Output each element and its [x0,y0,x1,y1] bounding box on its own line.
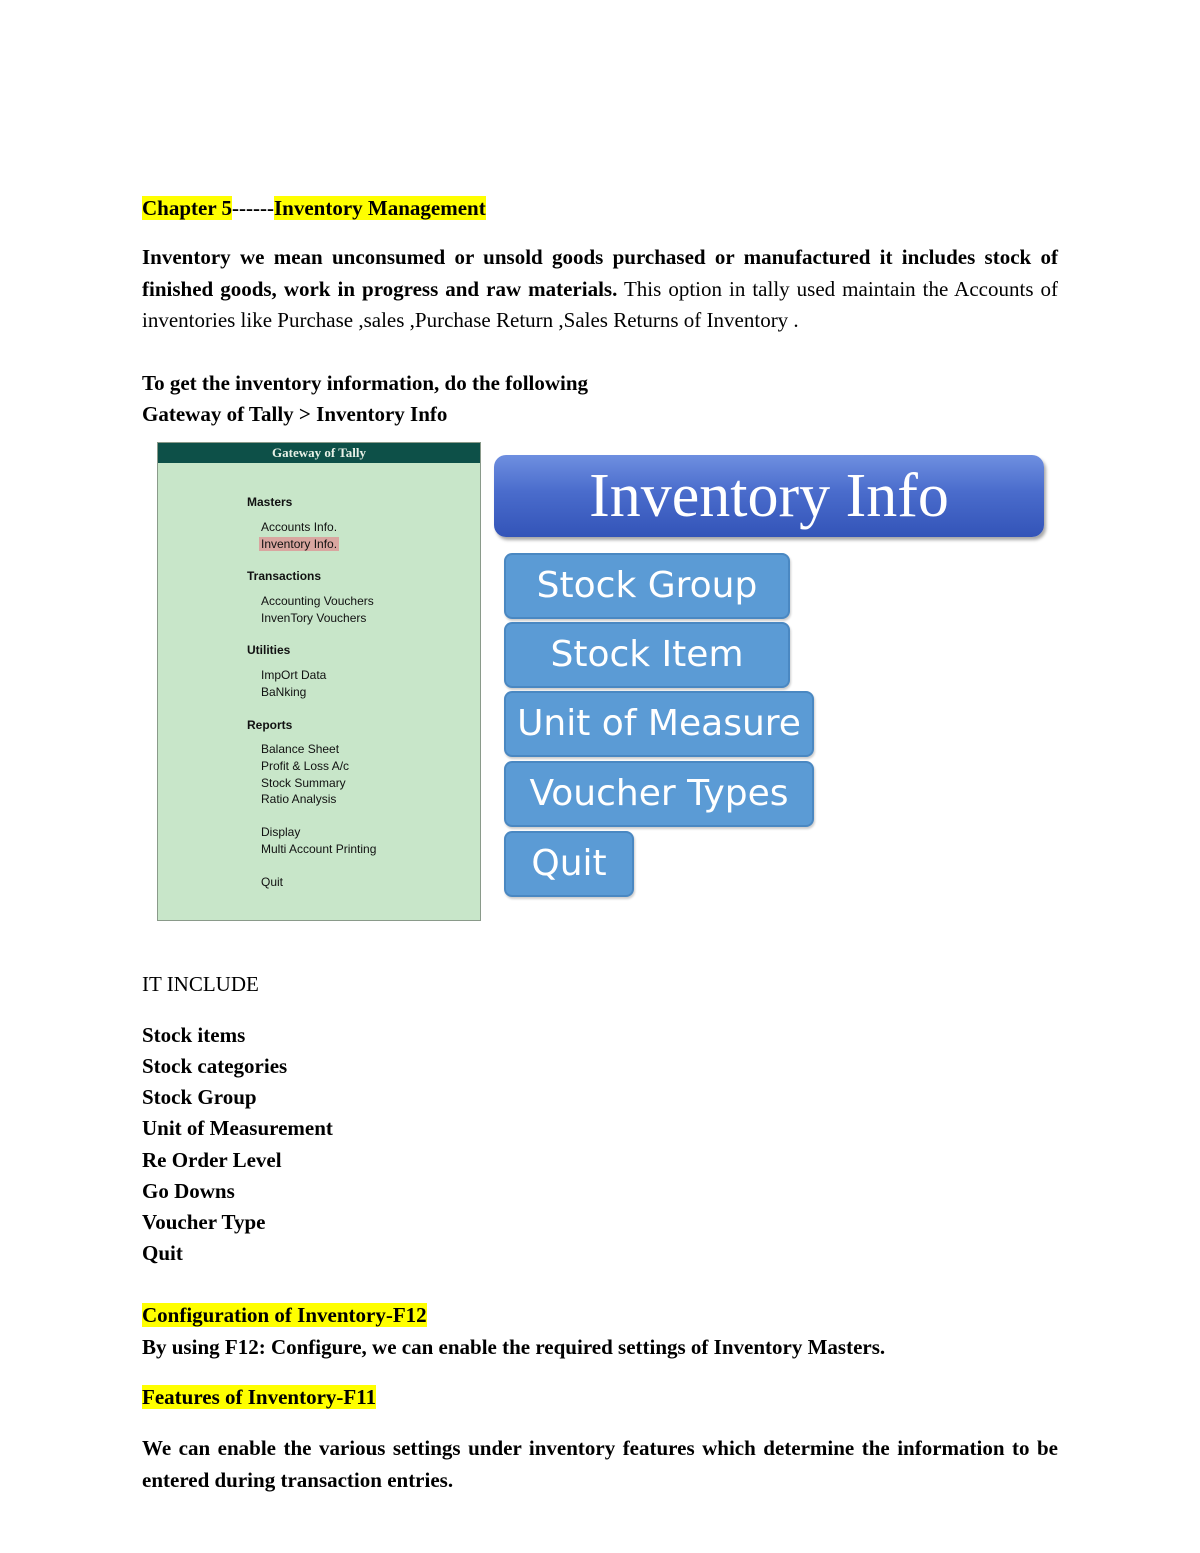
masters-heading: Masters [247,495,293,509]
utilities-heading: Utilities [247,643,291,657]
menu-ratio-analysis[interactable]: Ratio Analysis [261,792,337,806]
menu-display[interactable]: Display [261,825,301,839]
list-item: Unit of Measurement [142,1116,333,1140]
menu-profit-loss[interactable]: Profit & Loss A/c [261,759,350,773]
config-heading-text: Configuration of Inventory-F12 [142,1303,427,1327]
chapter-title-part2: Inventory Management [274,196,486,220]
menu-banking[interactable]: BaNking [261,685,307,699]
menu-accounting-vouchers[interactable]: Accounting Vouchers [261,594,374,608]
list-item: Stock Group [142,1085,257,1109]
menu-multi-account-printing[interactable]: Multi Account Printing [261,842,377,856]
menu-import-data[interactable]: ImpOrt Data [261,668,327,682]
instruction-text: To get the inventory information, do the following [142,371,589,395]
list-item: Quit [142,1241,183,1265]
intro-normal-text: This option in tally used maintain the Accounts of inventories like Purchase ,sales ,Purchase Return ,Sales Returns of Inventory . [142,276,1058,332]
chapter-title-part1: Chapter 5 [142,196,233,220]
list-item: Re Order Level [142,1148,282,1172]
reports-heading: Reports [247,718,293,732]
menu-inventory-vouchers[interactable]: InvenTory Vouchers [261,611,367,625]
chapter-title [142,195,486,221]
quit-box: Quit [504,831,634,897]
intro-paragraph [142,242,1058,337]
list-item: Go Downs [142,1179,235,1203]
features-heading [142,1384,376,1410]
menu-inventory-info-label: Inventory Info. [261,537,338,551]
inventory-info-banner: Inventory Info [494,455,1044,537]
list-item: Voucher Type [142,1210,266,1234]
stock-item-box: Stock Item [504,622,790,688]
menu-stock-summary[interactable]: Stock Summary [261,776,346,790]
features-text: We can enable the various settings under inventory features which determine the information to be entered during transaction entries. [142,1436,1058,1492]
stock-group-box: Stock Group [504,553,790,619]
config-heading [142,1302,427,1328]
list-item: Stock categories [142,1054,288,1078]
voucher-types-box: Voucher Types [504,761,814,827]
intro-bold-text: Inventory we mean unconsumed or unsold goods purchased or manufactured it includes stock of finished goods, work in progress and raw materials. [142,245,1058,301]
config-text: By using F12: Configure, we can enable the required settings of Inventory Masters. [142,1335,886,1359]
menu-accounts-info[interactable]: Accounts Info. [261,520,338,534]
menu-quit[interactable]: Quit [261,875,284,889]
unit-of-measure-box: Unit of Measure [504,691,814,757]
transactions-heading: Transactions [247,569,322,583]
gateway-title: Gateway of Tally [158,443,480,463]
features-heading-text: Features of Inventory-F11 [142,1385,377,1409]
chapter-title-separator: ------ [232,196,274,220]
gateway-of-tally-panel [157,442,481,921]
it-include-heading: IT INCLUDE [142,972,259,996]
menu-balance-sheet[interactable]: Balance Sheet [261,742,340,756]
menu-inventory-info[interactable] [261,537,339,551]
list-item: Stock items [142,1023,246,1047]
navigation-path: Gateway of Tally > Inventory Info [142,402,448,426]
